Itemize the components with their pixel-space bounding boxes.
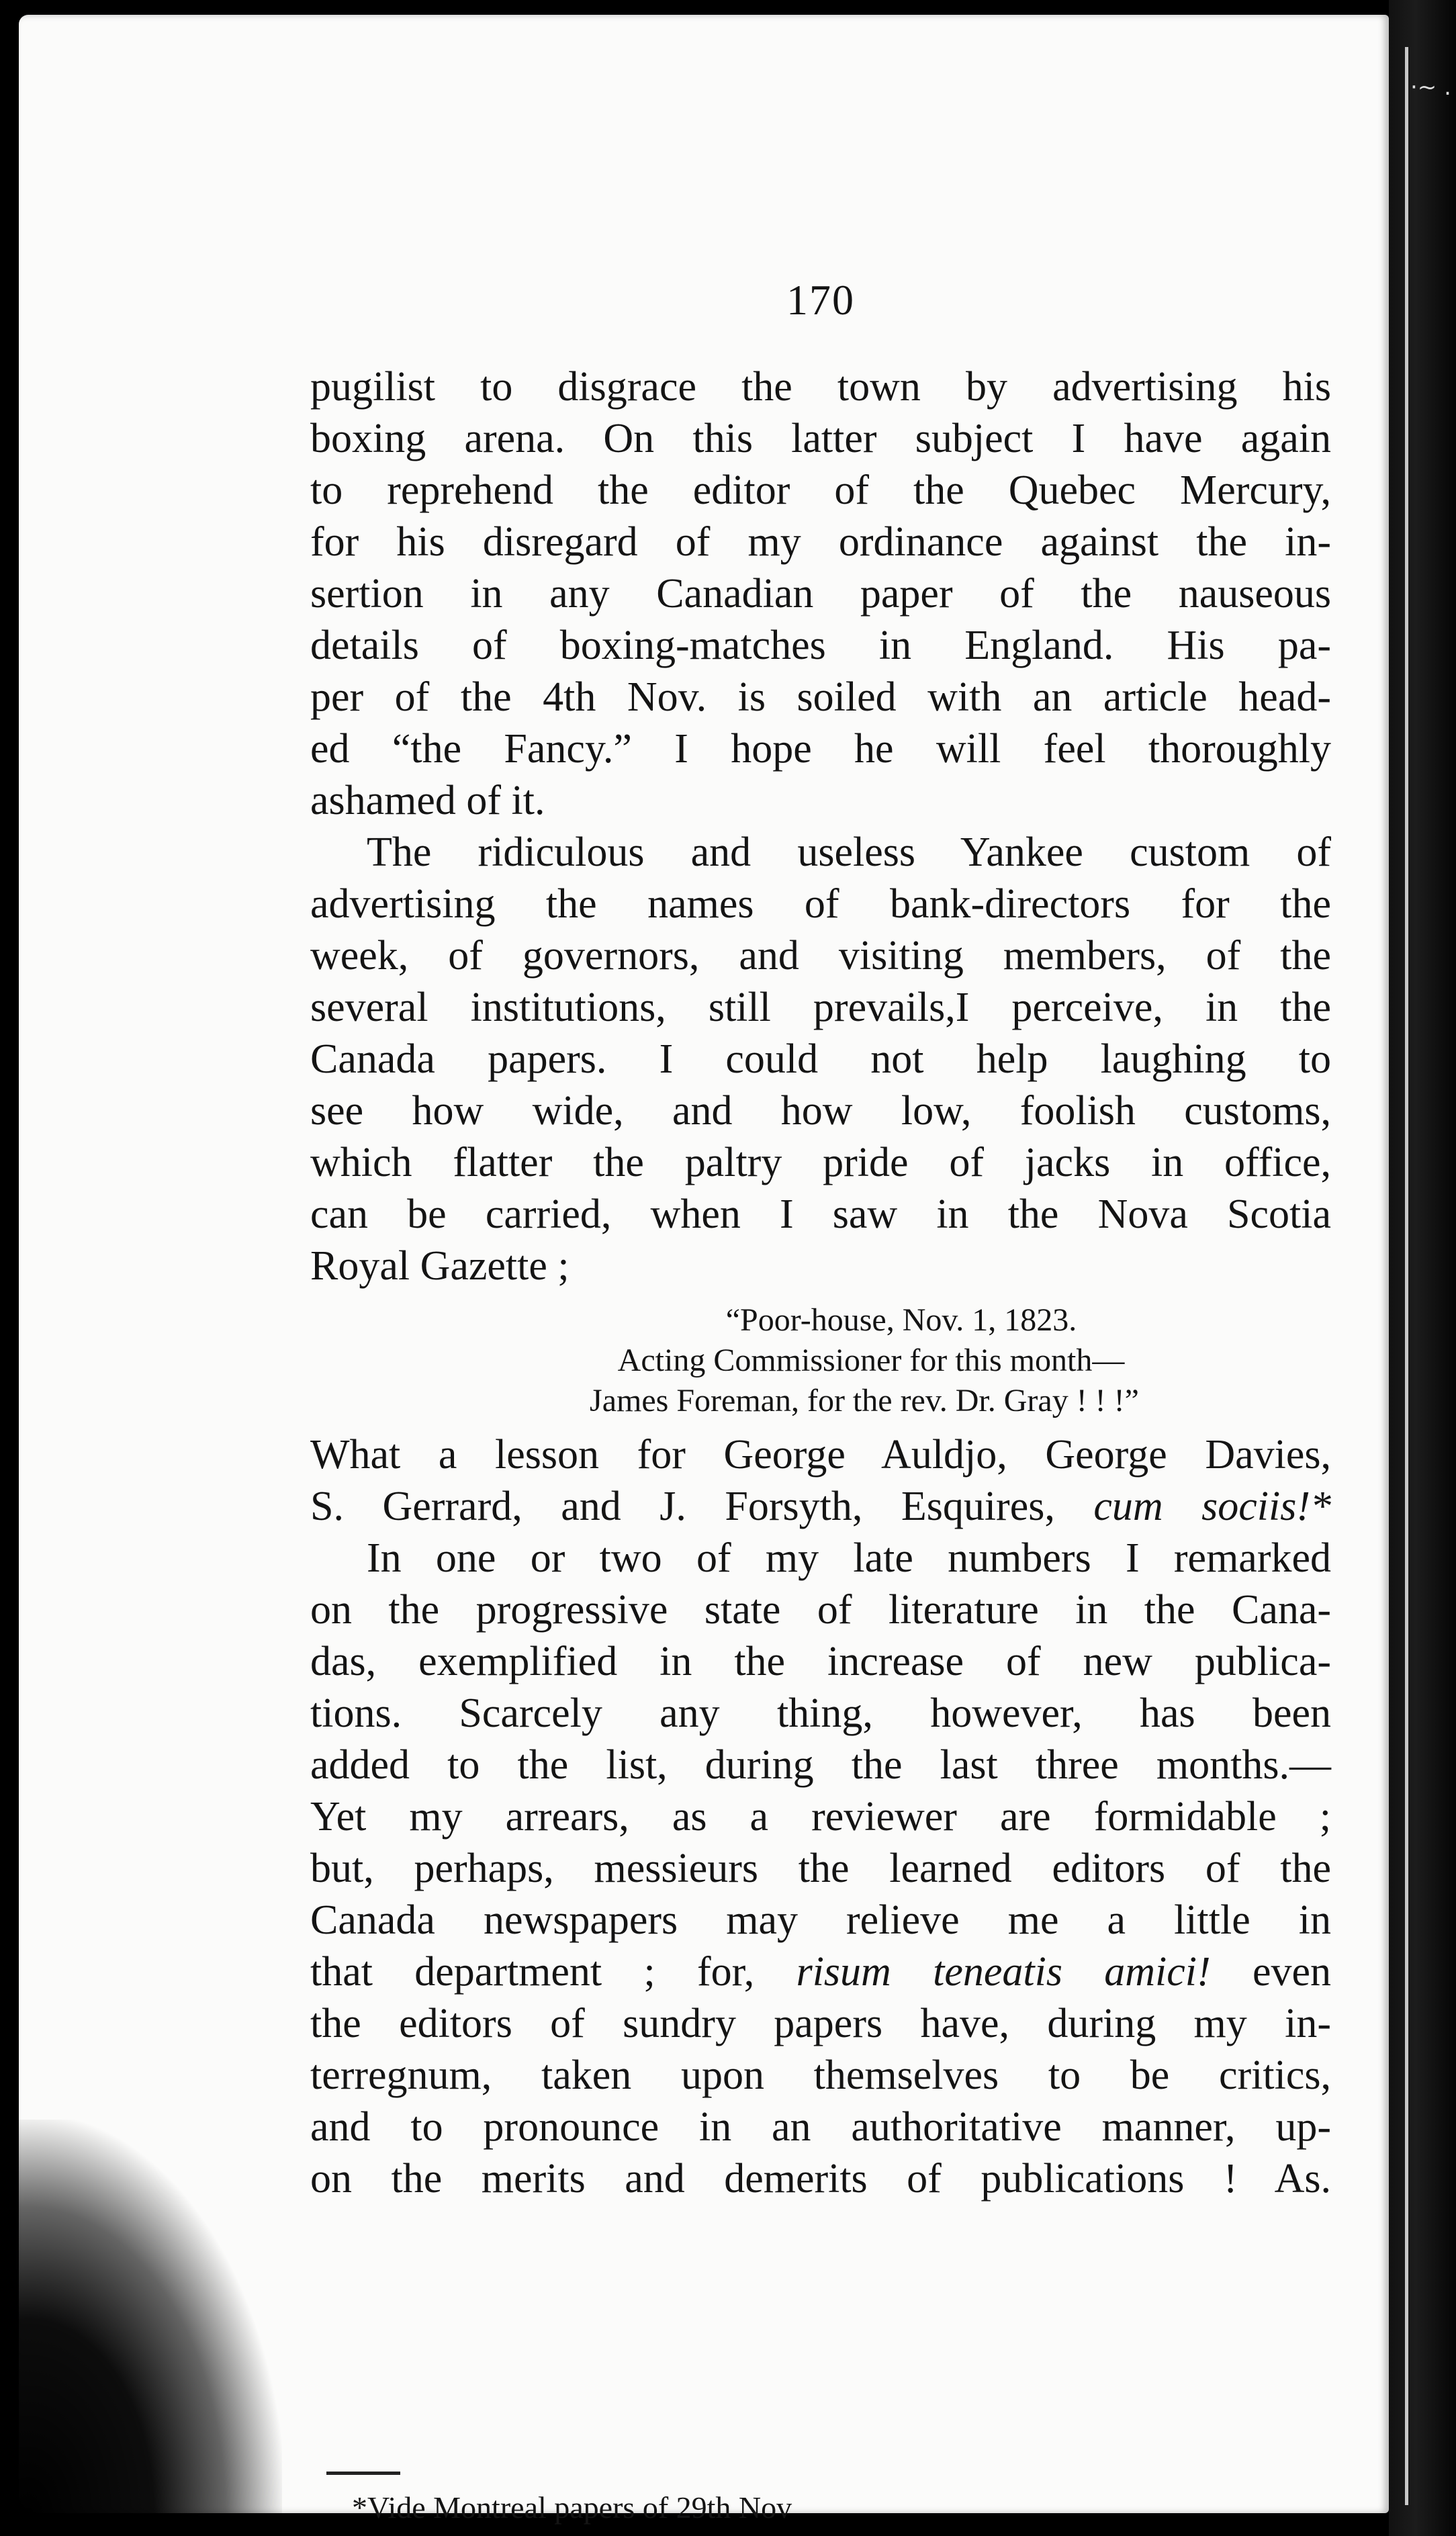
quote-line: “Poor-house, Nov. 1, 1823. xyxy=(725,1302,1077,1338)
text-line: terregnum, taken upon themselves to be critics, xyxy=(310,2052,1331,2098)
text-line: Royal Gazette ; xyxy=(310,1243,570,1289)
text-line: pugilist to disgrace the town by advertising his xyxy=(310,364,1331,410)
text-line: sertion in any Canadian paper of the nauseous xyxy=(310,571,1331,617)
text-span: that department ; for, xyxy=(310,1949,755,1995)
body-text xyxy=(310,361,1331,2205)
text-line: Yet my arrears, as a reviewer are formidable ; xyxy=(310,1794,1331,1840)
text-span: even xyxy=(1252,1949,1331,1995)
text-line: ed “the Fancy.” I hope he will feel thoroughly xyxy=(310,726,1331,772)
quote-line: James Foreman, for the rev. Dr. Gray ! ! !” xyxy=(590,1383,1139,1418)
text-line: several institutions, still prevails,I perceive, in the xyxy=(310,985,1331,1030)
text-line: In one or two of my late numbers I remarked xyxy=(367,1535,1331,1581)
block-quote xyxy=(310,1300,1331,1421)
text-line: advertising the names of bank-directors for the xyxy=(310,881,1331,927)
text-line: and to pronounce in an authoritative manner, up- xyxy=(310,2104,1331,2150)
text-line: which flatter the paltry pride of jacks in office, xyxy=(310,1140,1331,1185)
paragraph-3 xyxy=(310,1429,1331,1533)
text-line: What a lesson for George Auldjo, George Davies, xyxy=(310,1432,1331,1478)
text-line: but, perhaps, messieurs the learned editors of the xyxy=(310,1846,1331,1891)
text-line: Canada newspapers may relieve me a little in xyxy=(310,1897,1331,1943)
text-line: The ridiculous and useless Yankee custom of xyxy=(367,829,1331,875)
text-line: per of the 4th Nov. is soiled with an article head- xyxy=(310,674,1331,720)
edge-marks: ·~ . xyxy=(1410,74,1451,101)
page-edge-line xyxy=(1405,47,1408,2505)
text-line: tions. Scarcely any thing, however, has been xyxy=(310,1690,1331,1736)
text-line: ashamed of it. xyxy=(310,778,545,823)
footnote-rule xyxy=(326,2472,400,2475)
book-edge xyxy=(1389,0,1456,2536)
text-line: can be carried, when I saw in the Nova Scotia xyxy=(310,1191,1331,1237)
paragraph-2 xyxy=(310,827,1331,1292)
footnote: *Vide Montreal papers of 29th Nov xyxy=(352,2490,792,2525)
paragraph-1 xyxy=(310,361,1331,827)
italic-text: risum teneatis amici! xyxy=(796,1949,1211,1995)
text-line xyxy=(310,1481,1331,1533)
quote-line: Acting Commissioner for this month— xyxy=(617,1343,1125,1378)
text-line: boxing arena. On this latter subject I have again xyxy=(310,416,1331,461)
paragraph-4 xyxy=(310,1533,1331,2205)
text-line: see how wide, and how low, foolish customs, xyxy=(310,1088,1331,1134)
text-line: das, exemplified in the increase of new publica- xyxy=(310,1639,1331,1684)
text-span: S. Gerrard, and J. Forsyth, Esquires, xyxy=(310,1484,1055,1529)
text-line: for his disregard of my ordinance against the in- xyxy=(310,519,1331,565)
text-line: the editors of sundry papers have, during my in- xyxy=(310,2001,1331,2046)
text-line: details of boxing-matches in England. His pa- xyxy=(310,623,1331,668)
text-line: on the merits and demerits of publications ! As. xyxy=(310,2156,1331,2202)
text-line: on the progressive state of literature in the Cana- xyxy=(310,1587,1331,1633)
page-number: 170 xyxy=(786,276,855,324)
text-line xyxy=(310,1946,1331,1998)
text-line: added to the list, during the last three months.— xyxy=(310,1742,1331,1788)
italic-text: cum sociis!* xyxy=(1093,1484,1331,1529)
text-line: week, of governors, and visiting members, of the xyxy=(310,933,1331,979)
text-line: to reprehend the editor of the Quebec Mercury, xyxy=(310,467,1331,513)
text-line: Canada papers. I could not help laughing to xyxy=(310,1036,1331,1082)
